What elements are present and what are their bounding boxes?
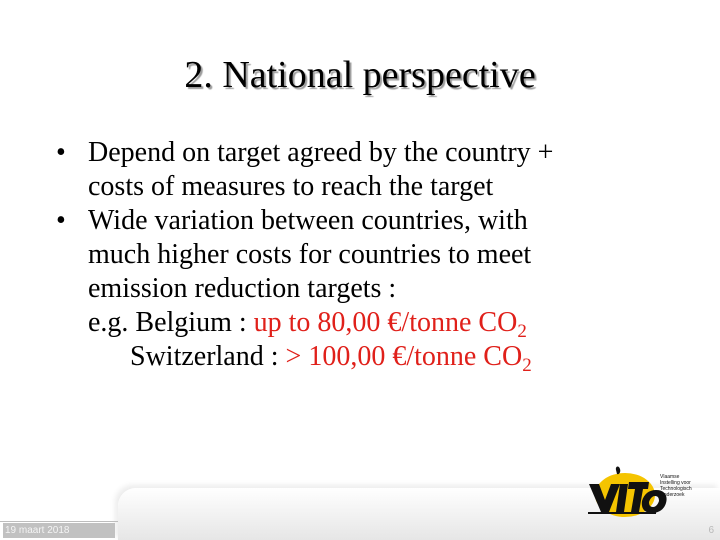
- slide-title: 2. National perspective: [184, 54, 536, 96]
- logo-tagline-line: Technologisch: [660, 486, 692, 492]
- bullet-line: much higher costs for countries to meet: [88, 239, 532, 270]
- bullet-list: [56, 136, 676, 374]
- bullet-marker: •: [56, 137, 66, 168]
- co2-subscript: 2: [522, 355, 532, 376]
- logo-tagline-line: Vlaamse: [660, 474, 680, 480]
- example-value: [253, 307, 527, 342]
- example-value-text: > 100,00 €/tonne CO: [285, 341, 523, 372]
- bullet-line: costs of measures to reach the target: [88, 171, 494, 202]
- co2-subscript: 2: [517, 321, 527, 342]
- example-switzerland: [88, 340, 676, 374]
- logo-tagline-line: Instelling voor: [660, 480, 691, 486]
- footer-date: 19 maart 2018: [3, 523, 115, 538]
- bullet-line: emission reduction targets :: [88, 273, 397, 304]
- example-label: Switzerland :: [130, 341, 286, 372]
- bullet-marker: •: [56, 205, 66, 236]
- footer-rule: [0, 521, 118, 522]
- bullet-line: Wide variation between countries, with: [88, 205, 528, 236]
- bullet-item: [56, 136, 676, 204]
- example-label: e.g. Belgium :: [88, 307, 254, 338]
- logo-flame: [616, 466, 620, 474]
- example-value: [285, 341, 532, 376]
- example-belgium: [88, 306, 676, 340]
- bullet-line: Depend on target agreed by the country +: [88, 137, 554, 168]
- bullet-item: [56, 204, 676, 374]
- example-value-text: up to 80,00 €/tonne CO: [253, 307, 518, 338]
- logo-tagline-line: Onderzoek: [660, 492, 685, 498]
- page-number: 6: [708, 525, 714, 536]
- logo-tagline: [660, 474, 714, 498]
